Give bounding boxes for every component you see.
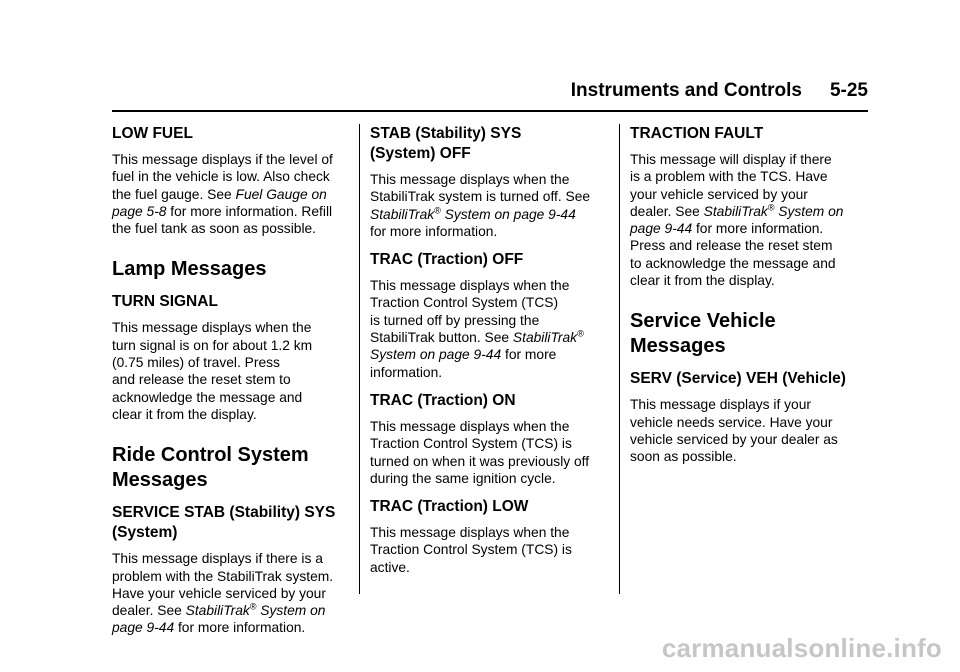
section-service-stab [112,503,344,636]
section-stab-off [370,124,602,240]
paragraph-serv-veh: This message displays if your vehicle needs service. Have your vehicle serviced by your dealer as soon as possible. [630,397,838,465]
column-3 [630,124,862,466]
heading-trac-off: TRAC (Traction) OFF [370,251,524,269]
watermark: carmanualsonline.info [661,633,942,663]
section-traction-fault [630,124,862,289]
page-number: 5-25 [829,80,868,101]
column-divider [359,124,360,594]
section-trac-low [370,497,602,576]
heading-low-fuel: LOW FUEL [112,125,193,142]
paragraph-trac-off: This message displays when the Traction Control System (TCS) is turned off by pressing the StabiliTrak button. See StabiliTrak® System on page 9-44 for more information. [370,278,584,380]
heading-turn-signal: TURN SIGNAL [112,293,218,311]
paragraph-low-fuel: This message displays if the level of fuel in the vehicle is low. Also check the fuel gauge. See Fuel Gauge on page 5-8 for more information. Refill the fuel tank as soon as possible. [112,152,333,237]
paragraph-trac-on: This message displays when the Traction Control System (TCS) is turned on when it was previously off during the same ignition cycle. [370,418,590,486]
section-turn-signal [112,292,344,423]
paragraph-stab-off: This message displays when the StabiliTrak system is turned off. See StabiliTrak® System on page 9-44 for more information. [370,172,591,239]
crossref-link[interactable]: StabiliTrak® System on [703,202,844,219]
column-divider [619,124,620,594]
section-title: Instruments and Controls [570,80,802,101]
page-header [112,80,868,102]
heading-trac-on: TRAC (Traction) ON [370,391,516,409]
paragraph-turn-signal: This message displays when the turn signal is on for about 1.2 km (0.75 miles) of travel. Press and release the reset stem to acknowledge the message and clear it from the display. [112,320,313,422]
heading-lamp-messages: Lamp Messages [112,258,267,281]
column-2 [370,124,602,576]
crossref-link[interactable]: StabiliTrak® System on page 9-44 [370,205,576,222]
crossref-link[interactable]: page 5-8 [112,203,167,219]
header-rule [112,110,868,112]
crossref-link[interactable]: Fuel Gauge on [235,186,327,202]
paragraph-service-stab: This message displays if there is a problem with the StabiliTrak system. Have your vehicle serviced by your dealer. See StabiliTrak® System on page 9-44 for more information. [112,551,334,636]
heading-serv-veh: SERV (Service) VEH (Vehicle) [630,370,846,388]
column-1 [112,124,344,637]
heading-ride-control-messages: Ride Control System Messages [112,444,309,492]
section-trac-off [370,250,602,381]
crossref-link[interactable]: StabiliTrak® System on [185,601,326,619]
crossref-link[interactable]: StabiliTrak® [512,328,584,346]
crossref-link[interactable]: page 9-44 [630,221,693,237]
section-serv-veh [630,369,862,465]
section-trac-on [370,391,602,487]
heading-service-vehicle-messages: Service Vehicle Messages [630,310,776,358]
paragraph-trac-low: This message displays when the Traction Control System (TCS) is active. [370,525,572,575]
crossref-link[interactable]: System on page 9-44 [370,347,502,363]
heading-service-stab: SERVICE STAB (Stability) SYS (System) [112,504,336,542]
heading-traction-fault: TRACTION FAULT [630,125,764,142]
section-low-fuel [112,124,344,237]
paragraph-traction-fault: This message will display if there is a problem with the TCS. Have your vehicle serviced by your dealer. See StabiliTrak® System on page 9-44 for more information. Press and release the reset stem to acknowledge the message and clear it from the display. [630,152,844,289]
crossref-link[interactable]: page 9-44 [112,620,175,636]
heading-stab-off: STAB (Stability) SYS (System) OFF [370,125,522,162]
heading-trac-low: TRAC (Traction) LOW [370,498,529,516]
